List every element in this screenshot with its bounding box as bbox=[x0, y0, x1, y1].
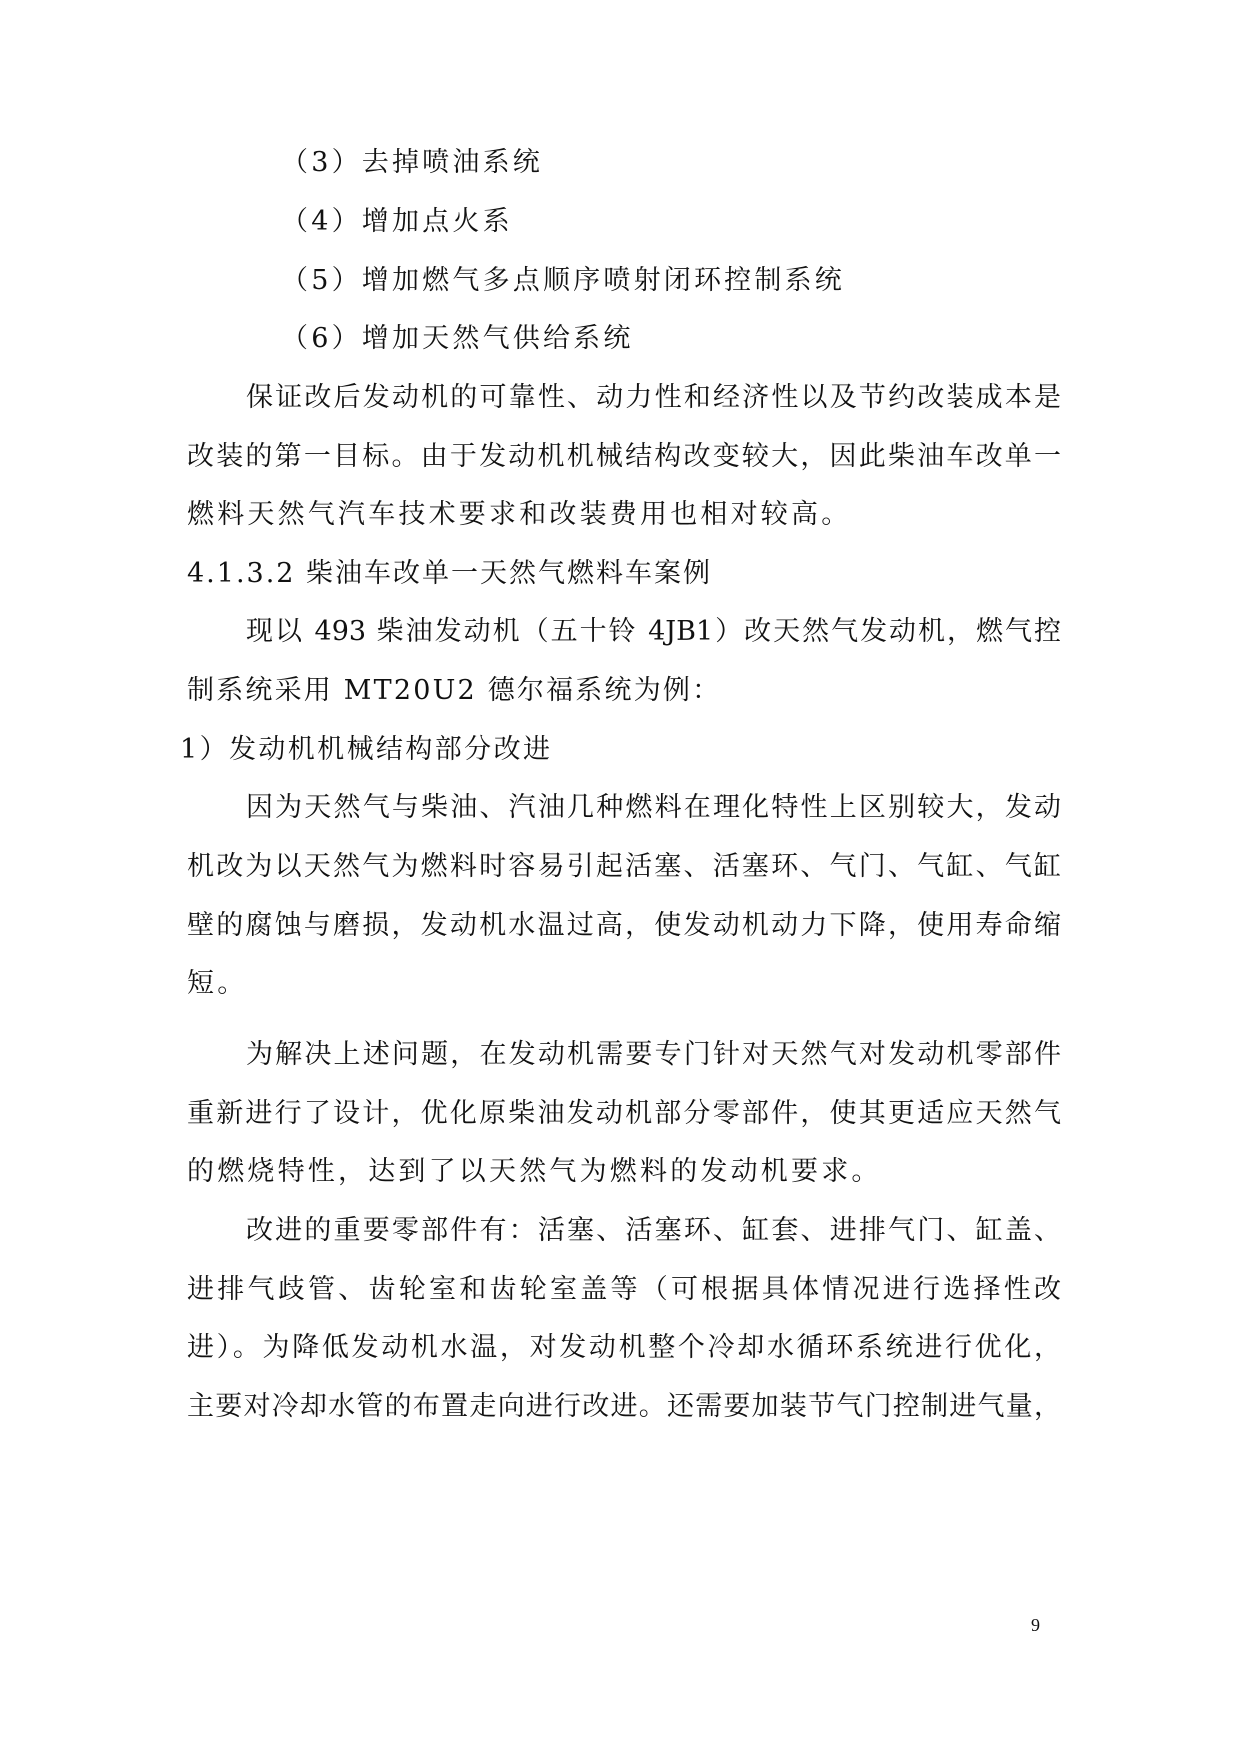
section-heading: 4.1.3.2 柴油车改单一天然气燃料车案例 bbox=[187, 558, 713, 589]
paragraph-1-line-2: 改装的第一目标。由于发动机机械结构改变较大，因此柴油车改单一 bbox=[187, 441, 1061, 472]
paragraph-5-line-3: 进）。为降低发动机水温，对发动机整个冷却水循环系统进行优化， bbox=[187, 1332, 1061, 1363]
paragraph-5-line-4: 主要对冷却水管的布置走向进行改进。还需要加装节气门控制进气量， bbox=[187, 1391, 1061, 1422]
paragraph-5-line-2: 进排气歧管、齿轮室和齿轮室盖等（可根据具体情况进行选择性改 bbox=[187, 1274, 1061, 1305]
paragraph-1-line-1: 保证改后发动机的可靠性、动力性和经济性以及节约改装成本是 bbox=[246, 382, 1061, 413]
paragraph-4-line-2: 重新进行了设计，优化原柴油发动机部分零部件，使其更适应天然气 bbox=[187, 1098, 1061, 1129]
list-item-6: （6）增加天然气供给系统 bbox=[281, 323, 634, 354]
paragraph-5-line-1: 改进的重要零部件有：活塞、活塞环、缸套、进排气门、缸盖、 bbox=[246, 1215, 1061, 1246]
paragraph-1-line-3: 燃料天然气汽车技术要求和改装费用也相对较高。 bbox=[187, 499, 852, 530]
paragraph-3-line-4: 短。 bbox=[187, 968, 248, 999]
paragraph-4-line-3: 的燃烧特性，达到了以天然气为燃料的发动机要求。 bbox=[187, 1156, 882, 1187]
list-item-3: （3）去掉喷油系统 bbox=[281, 147, 543, 178]
list-item-5: （5）增加燃气多点顺序喷射闭环控制系统 bbox=[281, 265, 845, 296]
list-item-4: （4）增加点火系 bbox=[281, 206, 513, 237]
paragraph-3-line-1: 因为天然气与柴油、汽油几种燃料在理化特性上区别较大，发动 bbox=[246, 792, 1061, 823]
paragraph-4-line-1: 为解决上述问题，在发动机需要专门针对天然气对发动机零部件 bbox=[246, 1039, 1061, 1070]
sub-heading: 1）发动机机械结构部分改进 bbox=[180, 734, 553, 765]
paragraph-3-line-3: 壁的腐蚀与磨损，发动机水温过高，使发动机动力下降，使用寿命缩 bbox=[187, 910, 1061, 941]
paragraph-2-line-1: 现以 493 柴油发动机（五十铃 4JB1）改天然气发动机，燃气控 bbox=[246, 616, 1061, 647]
page-number: 9 bbox=[1031, 1615, 1040, 1635]
paragraph-2-line-2: 制系统采用 MT20U2 德尔福系统为例： bbox=[187, 675, 722, 706]
paragraph-3-line-2: 机改为以天然气为燃料时容易引起活塞、活塞环、气门、气缸、气缸 bbox=[187, 851, 1061, 882]
